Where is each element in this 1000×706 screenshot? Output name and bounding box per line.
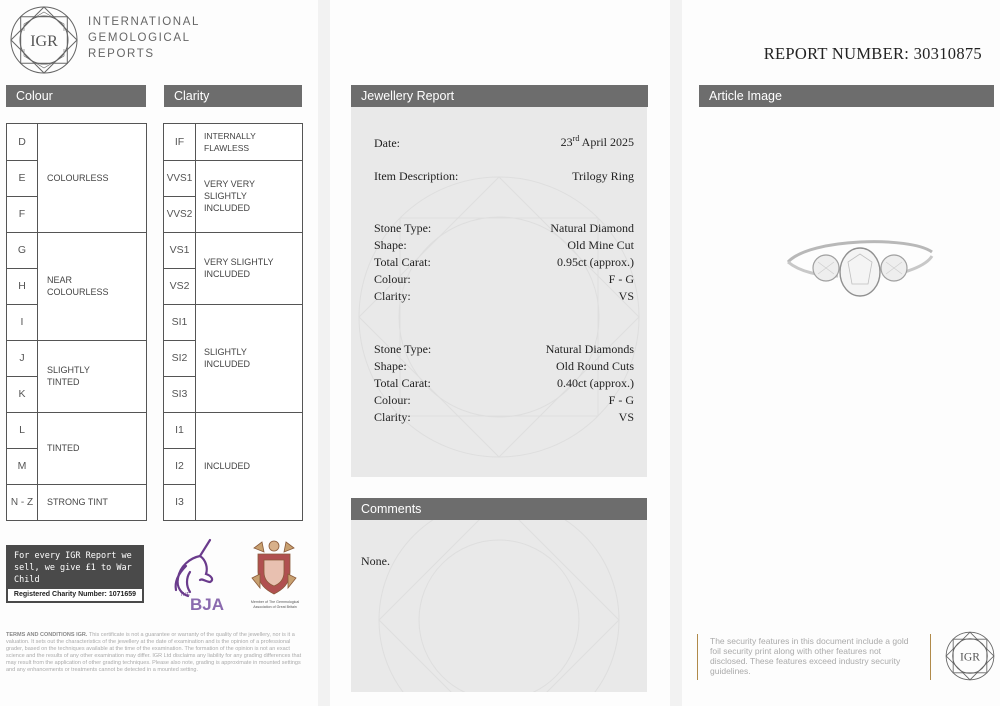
terms-and-conditions <box>6 632 304 674</box>
gem-a-caption: Member of The Gemmological Association of Great Britain <box>250 600 300 609</box>
charity-number: Registered Charity Number: 1071659 <box>8 589 142 601</box>
item-description-label: Item Description: <box>374 169 459 183</box>
clarity-group-vs: VERY SLIGHTLY INCLUDED <box>204 257 274 279</box>
logo-initials: IGR <box>30 33 58 50</box>
clarity-group-vvs: VERY VERY SLIGHTLY INCLUDED <box>204 179 255 213</box>
clarity-grade-i2: I2 <box>175 460 184 472</box>
colour-grade-e: E <box>18 172 26 184</box>
stone2-colour-label: Colour: <box>374 393 411 407</box>
article-image-heading: Article Image <box>699 85 994 107</box>
clarity-grade-si3: SI3 <box>171 388 188 400</box>
date-label: Date: <box>374 136 400 150</box>
clarity-grade-vvs2: VVS2 <box>166 208 193 220</box>
clarity-grade-i1: I1 <box>175 424 184 436</box>
stone2-shape-value: Old Round Cuts <box>555 359 634 373</box>
colour-group-tinted: TINTED <box>47 443 80 453</box>
colour-grade-i: I <box>20 316 24 328</box>
clarity-grade-si2: SI2 <box>171 352 188 364</box>
comments-watermark-icon <box>351 520 647 692</box>
clarity-grade-i3: I3 <box>175 496 184 508</box>
colour-group-colourless: COLOURLESS <box>47 173 109 183</box>
colour-heading: Colour <box>6 85 146 107</box>
comments-heading: Comments <box>351 498 647 520</box>
brand-name: INTERNATIONAL GEMOLOGICAL REPORTS <box>88 16 200 60</box>
security-notice: The security features in this document include a gold foil security print along with other features not disclosed. These features exceed industry security guidelines. <box>710 636 909 676</box>
clarity-scale-table <box>163 123 303 521</box>
stone2-colour-value: F - G <box>608 393 634 407</box>
clarity-grade-vs2: VS2 <box>169 280 190 292</box>
stone1-colour-label: Colour: <box>374 272 411 286</box>
clarity-heading: Clarity <box>164 85 302 107</box>
colour-grade-j: J <box>19 352 25 364</box>
stone2-carat-label: Total Carat: <box>374 376 431 390</box>
comments-text: None. <box>361 554 390 568</box>
colour-group-near-colourless: NEAR COLOURLESS <box>47 275 109 297</box>
stone1-shape-value: Old Mine Cut <box>567 238 634 252</box>
bja-text: BJA <box>190 595 225 614</box>
colour-grade-d: D <box>18 136 26 148</box>
stone1-carat-value: 0.95ct (approx.) <box>557 255 634 269</box>
bja-unicorn-logo-icon <box>166 536 236 614</box>
stone1-carat-label: Total Carat: <box>374 255 431 269</box>
bja-prefix: THE <box>180 592 190 598</box>
colour-grade-n-z: N - Z <box>10 496 34 508</box>
stone1-shape-label: Shape: <box>374 238 407 252</box>
clarity-group-included: INCLUDED <box>204 461 251 471</box>
clarity-grade-vs1: VS1 <box>169 244 190 256</box>
colour-grade-g: G <box>17 244 27 256</box>
clarity-grade-if: IF <box>174 136 185 148</box>
terms-title: TERMS AND CONDITIONS IGR. <box>6 632 88 638</box>
stone1-clarity-value: VS <box>618 289 634 303</box>
ring-image-icon <box>780 232 940 304</box>
clarity-group-internally-flawless: INTERNALLY FLAWLESS <box>204 131 256 153</box>
colour-scale-table <box>6 123 147 521</box>
igr-footer-logo-icon <box>944 630 996 682</box>
clarity-grade-vvs1: VVS1 <box>166 172 193 184</box>
colour-grade-k: K <box>18 388 26 400</box>
gem-a-crest-icon <box>246 538 302 600</box>
svg-text:IGR: IGR <box>960 651 980 664</box>
security-divider-left <box>697 634 698 680</box>
stone2-type-value: Natural Diamonds <box>545 342 634 356</box>
charity-box <box>6 545 144 603</box>
stone1-clarity-label: Clarity: <box>374 289 411 303</box>
jewellery-report-heading: Jewellery Report <box>351 85 648 107</box>
stone2-shape-label: Shape: <box>374 359 407 373</box>
colour-grade-h: H <box>18 280 26 292</box>
stone1-colour-value: F - G <box>608 272 634 286</box>
stone2-type-label: Stone Type: <box>374 342 432 356</box>
comments-box <box>351 520 647 692</box>
stone1-type-label: Stone Type: <box>374 221 432 235</box>
security-divider-right <box>930 634 931 680</box>
stone2-carat-value: 0.40ct (approx.) <box>557 376 634 390</box>
clarity-group-si: SLIGHTLY INCLUDED <box>204 347 251 369</box>
stone2-clarity-label: Clarity: <box>374 410 411 424</box>
item-description-value: Trilogy Ring <box>572 169 634 183</box>
date-value: 23rd April 2025 <box>560 134 634 149</box>
colour-grade-f: F <box>18 208 26 220</box>
clarity-grade-si1: SI1 <box>171 316 188 328</box>
stone1-type-value: Natural Diamond <box>550 221 634 235</box>
colour-grade-l: L <box>19 424 25 436</box>
colour-grade-m: M <box>17 460 27 472</box>
charity-message: For every IGR Report we sell, we give £1 to War Child <box>14 551 132 585</box>
colour-group-slightly-tinted: SLIGHTLY TINTED <box>47 365 90 387</box>
stone2-clarity-value: VS <box>618 410 634 424</box>
colour-group-strong-tint: STRONG TINT <box>47 497 108 507</box>
report-number: REPORT NUMBER: 30310875 <box>763 44 982 63</box>
igr-logo-icon <box>8 4 80 76</box>
terms-body: This certificate is not a guarantee or warranty of the quality of the jewellery, nor is it a valuation. It sets out the characteristics of the jewellery at the date of examination and is the opinion of a professional grader, based on the techniques available at the time of the examination. The formation of the opinion is not an exact science and the results of any other examination may differ. IGR Ltd disclaims any liability for any grading differences that may result from the application of other grading techniques. Please also note, grading is approximate in mounted settings and any enhancements or treatments cannot be detected in a mounted setting. <box>6 632 302 673</box>
